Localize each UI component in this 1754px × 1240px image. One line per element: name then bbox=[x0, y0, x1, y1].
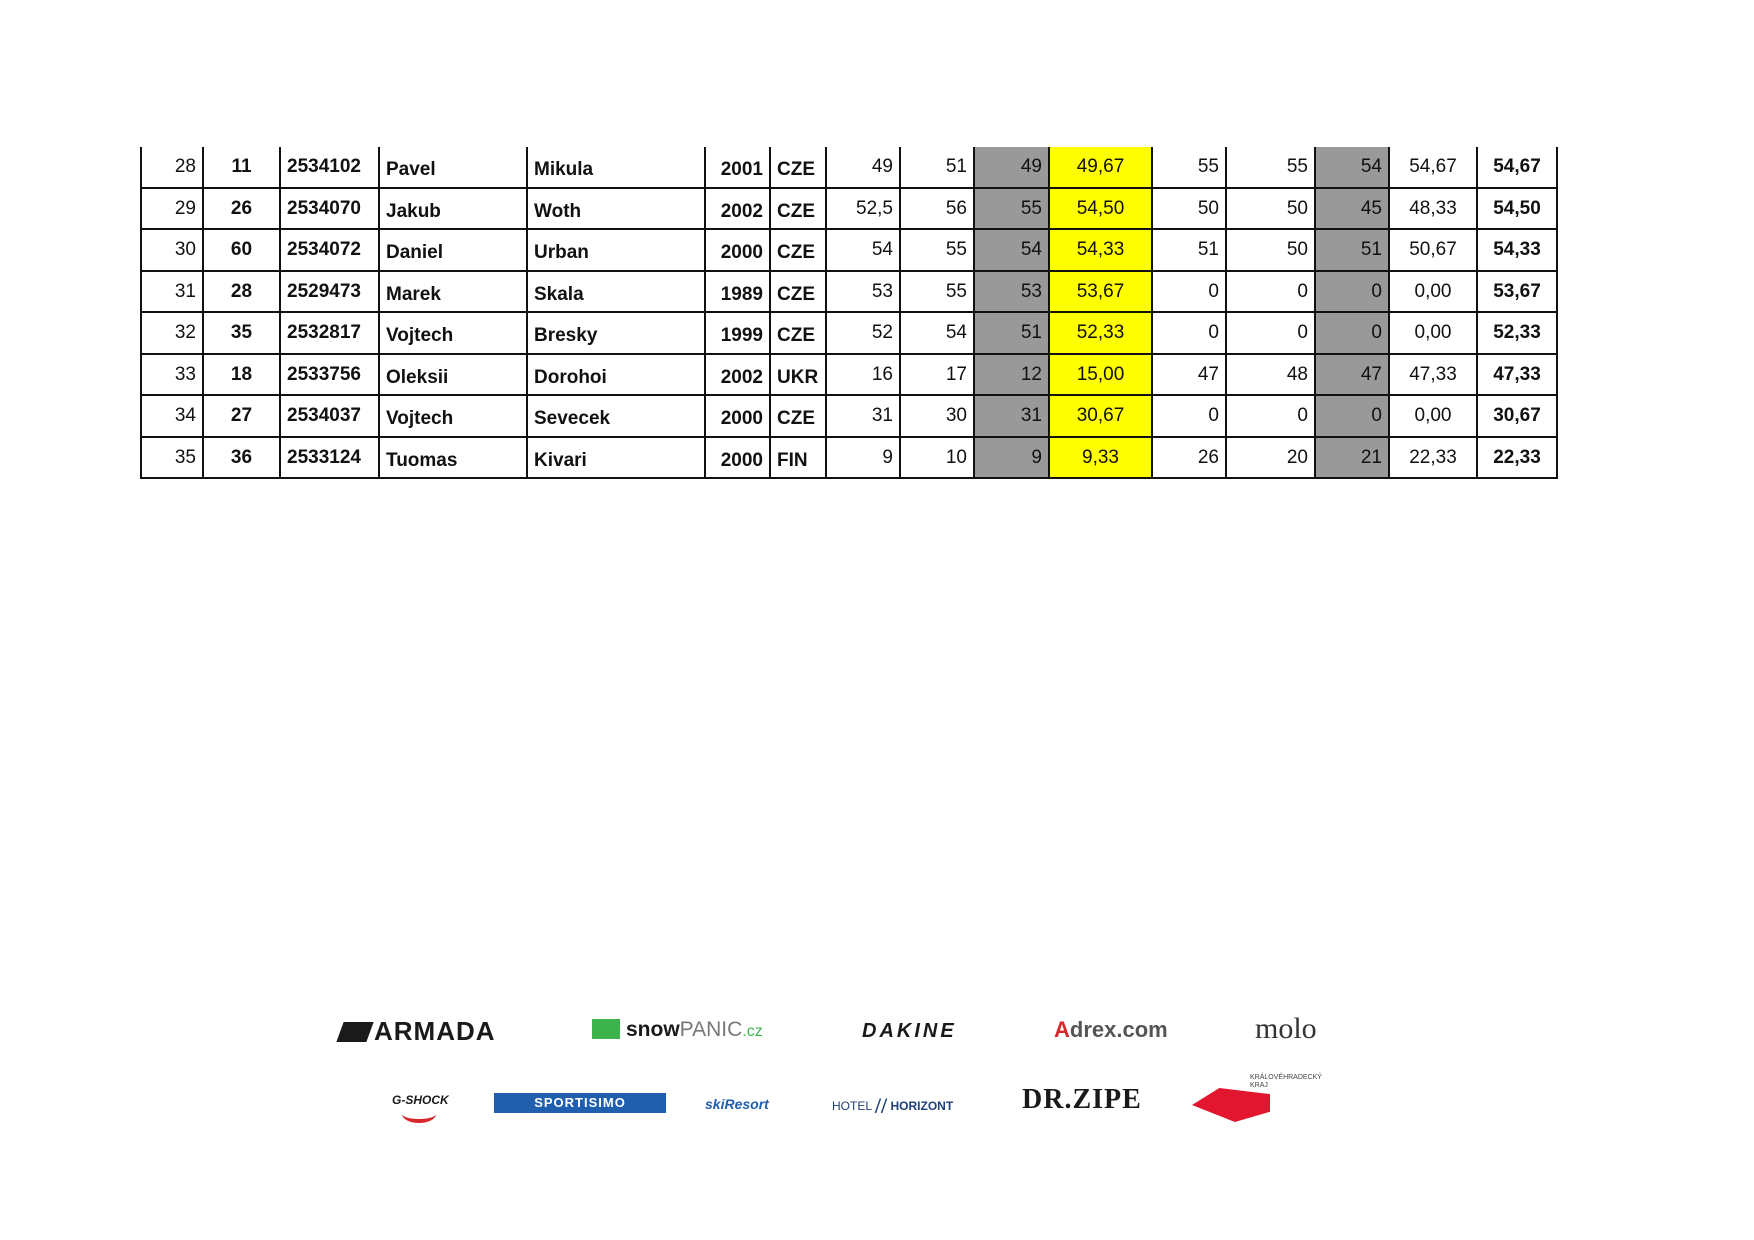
cell-r1-score: 15,00 bbox=[1049, 354, 1152, 396]
cell-r2-j3: 51 bbox=[1315, 229, 1389, 271]
results-table bbox=[140, 147, 1558, 479]
cell-rank: 32 bbox=[141, 312, 203, 354]
cell-r2-j1: 0 bbox=[1152, 395, 1226, 437]
cell-r1-j3: 53 bbox=[974, 271, 1049, 313]
cell-r1-j2: 30 bbox=[900, 395, 974, 437]
cell-first-name: Vojtech bbox=[379, 312, 527, 354]
table-row bbox=[141, 188, 1557, 230]
cell-nation: CZE bbox=[770, 188, 826, 230]
cell-first-name: Marek bbox=[379, 271, 527, 313]
cell-r2-j2: 0 bbox=[1226, 312, 1315, 354]
cell-r2-j2: 48 bbox=[1226, 354, 1315, 396]
cell-rank: 35 bbox=[141, 437, 203, 479]
cell-r1-j3: 49 bbox=[974, 147, 1049, 188]
cell-r1-j2: 55 bbox=[900, 229, 974, 271]
horizont-mark-icon: // bbox=[874, 1093, 888, 1118]
cell-best: 54,33 bbox=[1477, 229, 1557, 271]
cell-r1-j3: 54 bbox=[974, 229, 1049, 271]
table-row bbox=[141, 437, 1557, 479]
cell-best: 30,67 bbox=[1477, 395, 1557, 437]
cell-r2-j3: 45 bbox=[1315, 188, 1389, 230]
cell-r1-j2: 55 bbox=[900, 271, 974, 313]
cell-nation: CZE bbox=[770, 395, 826, 437]
cell-r2-score: 50,67 bbox=[1389, 229, 1477, 271]
cell-r1-j3: 12 bbox=[974, 354, 1049, 396]
cell-rank: 33 bbox=[141, 354, 203, 396]
snowpanic-logo: snowPANIC.cz bbox=[592, 1018, 763, 1042]
cell-rank: 30 bbox=[141, 229, 203, 271]
cell-best: 52,33 bbox=[1477, 312, 1557, 354]
cell-r2-j2: 20 bbox=[1226, 437, 1315, 479]
snowpanic-mark-icon bbox=[592, 1019, 620, 1039]
cell-last-name: Bresky bbox=[527, 312, 705, 354]
cell-bib: 35 bbox=[203, 312, 280, 354]
molo-logo: molo bbox=[1255, 1012, 1317, 1045]
cell-r2-score: 0,00 bbox=[1389, 395, 1477, 437]
cell-nation: CZE bbox=[770, 147, 826, 188]
cell-r2-j3: 0 bbox=[1315, 271, 1389, 313]
table-row bbox=[141, 395, 1557, 437]
armada-logo: ARMADA bbox=[340, 1016, 496, 1047]
cell-r1-score: 30,67 bbox=[1049, 395, 1152, 437]
cell-year: 1989 bbox=[705, 271, 770, 313]
results-body bbox=[141, 147, 1557, 478]
cell-last-name: Mikula bbox=[527, 147, 705, 188]
cell-fis-code: 2533756 bbox=[280, 354, 379, 396]
table-row bbox=[141, 229, 1557, 271]
cell-best: 22,33 bbox=[1477, 437, 1557, 479]
cell-first-name: Pavel bbox=[379, 147, 527, 188]
cell-bib: 18 bbox=[203, 354, 280, 396]
cell-r2-j3: 21 bbox=[1315, 437, 1389, 479]
table-row bbox=[141, 147, 1557, 188]
cell-r2-j1: 55 bbox=[1152, 147, 1226, 188]
cell-r1-j1: 53 bbox=[826, 271, 900, 313]
cell-r1-score: 9,33 bbox=[1049, 437, 1152, 479]
cell-fis-code: 2532817 bbox=[280, 312, 379, 354]
cell-r1-score: 53,67 bbox=[1049, 271, 1152, 313]
cell-rank: 34 bbox=[141, 395, 203, 437]
cell-last-name: Kivari bbox=[527, 437, 705, 479]
cell-r1-j2: 54 bbox=[900, 312, 974, 354]
armada-mark-icon bbox=[336, 1022, 373, 1042]
hotel-horizont-logo: HOTEL // HORIZONT bbox=[832, 1093, 954, 1118]
cell-last-name: Sevecek bbox=[527, 395, 705, 437]
kralovehradecky-kraj-logo: KRÁLOVÉHRADECKÝ KRAJ bbox=[1190, 1074, 1340, 1124]
cell-r1-score: 52,33 bbox=[1049, 312, 1152, 354]
cell-r1-j3: 51 bbox=[974, 312, 1049, 354]
cell-rank: 31 bbox=[141, 271, 203, 313]
cell-nation: UKR bbox=[770, 354, 826, 396]
cell-r2-j1: 51 bbox=[1152, 229, 1226, 271]
cell-bib: 26 bbox=[203, 188, 280, 230]
cell-r2-j2: 0 bbox=[1226, 395, 1315, 437]
cell-r2-score: 0,00 bbox=[1389, 271, 1477, 313]
cell-nation: CZE bbox=[770, 312, 826, 354]
cell-r1-j2: 56 bbox=[900, 188, 974, 230]
cell-fis-code: 2534037 bbox=[280, 395, 379, 437]
adrex-logo: Adrex.com bbox=[1054, 1017, 1168, 1042]
cell-r2-score: 0,00 bbox=[1389, 312, 1477, 354]
cell-year: 1999 bbox=[705, 312, 770, 354]
table-row bbox=[141, 354, 1557, 396]
cell-r1-j1: 16 bbox=[826, 354, 900, 396]
gshock-swoosh-icon bbox=[402, 1105, 436, 1123]
cell-year: 2001 bbox=[705, 147, 770, 188]
kraj-shape-icon bbox=[1192, 1088, 1270, 1122]
cell-r2-j3: 0 bbox=[1315, 312, 1389, 354]
cell-nation: FIN bbox=[770, 437, 826, 479]
cell-r2-j1: 26 bbox=[1152, 437, 1226, 479]
cell-bib: 60 bbox=[203, 229, 280, 271]
cell-r2-j1: 47 bbox=[1152, 354, 1226, 396]
cell-last-name: Dorohoi bbox=[527, 354, 705, 396]
cell-fis-code: 2533124 bbox=[280, 437, 379, 479]
cell-bib: 36 bbox=[203, 437, 280, 479]
cell-r1-j3: 9 bbox=[974, 437, 1049, 479]
cell-r2-j3: 47 bbox=[1315, 354, 1389, 396]
cell-r2-j3: 54 bbox=[1315, 147, 1389, 188]
cell-year: 2000 bbox=[705, 229, 770, 271]
table-row bbox=[141, 271, 1557, 313]
cell-best: 54,50 bbox=[1477, 188, 1557, 230]
cell-year: 2000 bbox=[705, 395, 770, 437]
cell-r1-score: 54,33 bbox=[1049, 229, 1152, 271]
cell-bib: 11 bbox=[203, 147, 280, 188]
cell-r2-j1: 50 bbox=[1152, 188, 1226, 230]
drzipe-logo: DR.ZIPE bbox=[1022, 1084, 1142, 1115]
cell-fis-code: 2529473 bbox=[280, 271, 379, 313]
cell-first-name: Oleksii bbox=[379, 354, 527, 396]
cell-r1-j2: 10 bbox=[900, 437, 974, 479]
cell-r1-j1: 49 bbox=[826, 147, 900, 188]
table-row bbox=[141, 312, 1557, 354]
cell-r1-j1: 52 bbox=[826, 312, 900, 354]
cell-r1-j1: 31 bbox=[826, 395, 900, 437]
cell-first-name: Tuomas bbox=[379, 437, 527, 479]
skiresort-logo: skiResort bbox=[705, 1096, 769, 1112]
cell-nation: CZE bbox=[770, 229, 826, 271]
cell-r2-score: 48,33 bbox=[1389, 188, 1477, 230]
cell-year: 2002 bbox=[705, 354, 770, 396]
cell-r2-j3: 0 bbox=[1315, 395, 1389, 437]
cell-r1-j3: 31 bbox=[974, 395, 1049, 437]
cell-r2-score: 54,67 bbox=[1389, 147, 1477, 188]
cell-best: 47,33 bbox=[1477, 354, 1557, 396]
cell-r2-score: 22,33 bbox=[1389, 437, 1477, 479]
cell-last-name: Woth bbox=[527, 188, 705, 230]
cell-r1-j3: 55 bbox=[974, 188, 1049, 230]
cell-last-name: Urban bbox=[527, 229, 705, 271]
cell-r1-j1: 52,5 bbox=[826, 188, 900, 230]
cell-best: 54,67 bbox=[1477, 147, 1557, 188]
cell-fis-code: 2534070 bbox=[280, 188, 379, 230]
cell-bib: 27 bbox=[203, 395, 280, 437]
cell-rank: 29 bbox=[141, 188, 203, 230]
cell-first-name: Jakub bbox=[379, 188, 527, 230]
cell-best: 53,67 bbox=[1477, 271, 1557, 313]
cell-first-name: Vojtech bbox=[379, 395, 527, 437]
sportisimo-logo: SPORTISIMO bbox=[494, 1093, 666, 1113]
cell-first-name: Daniel bbox=[379, 229, 527, 271]
cell-year: 2002 bbox=[705, 188, 770, 230]
cell-r2-j1: 0 bbox=[1152, 271, 1226, 313]
cell-r2-score: 47,33 bbox=[1389, 354, 1477, 396]
cell-nation: CZE bbox=[770, 271, 826, 313]
cell-r2-j2: 50 bbox=[1226, 188, 1315, 230]
cell-fis-code: 2534072 bbox=[280, 229, 379, 271]
cell-r1-score: 54,50 bbox=[1049, 188, 1152, 230]
cell-r1-j1: 54 bbox=[826, 229, 900, 271]
cell-r2-j1: 0 bbox=[1152, 312, 1226, 354]
cell-r2-j2: 55 bbox=[1226, 147, 1315, 188]
cell-last-name: Skala bbox=[527, 271, 705, 313]
cell-r1-j1: 9 bbox=[826, 437, 900, 479]
cell-bib: 28 bbox=[203, 271, 280, 313]
cell-r2-j2: 0 bbox=[1226, 271, 1315, 313]
cell-r1-j2: 51 bbox=[900, 147, 974, 188]
cell-fis-code: 2534102 bbox=[280, 147, 379, 188]
cell-rank: 28 bbox=[141, 147, 203, 188]
gshock-logo: G-SHOCK bbox=[392, 1093, 449, 1123]
cell-r1-score: 49,67 bbox=[1049, 147, 1152, 188]
cell-r2-j2: 50 bbox=[1226, 229, 1315, 271]
cell-year: 2000 bbox=[705, 437, 770, 479]
dakine-logo: DAKINE bbox=[862, 1020, 957, 1042]
cell-r1-j2: 17 bbox=[900, 354, 974, 396]
